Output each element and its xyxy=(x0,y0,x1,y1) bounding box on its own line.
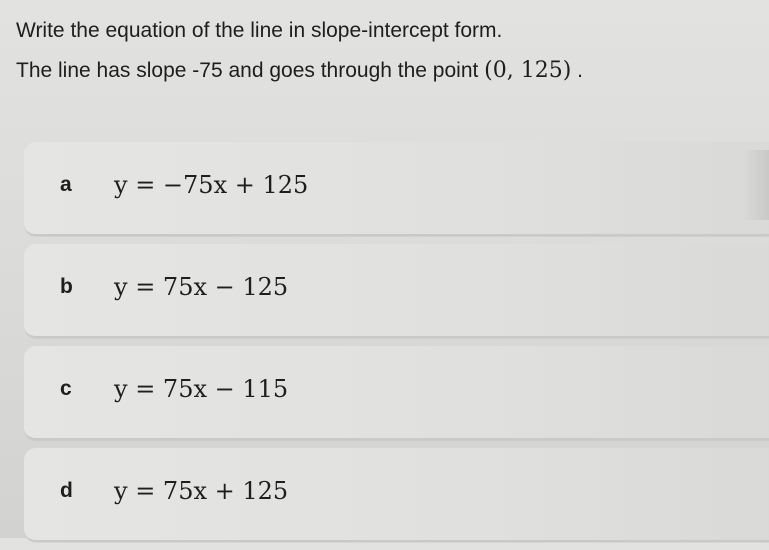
choice-b-letter: b xyxy=(60,275,73,298)
choice-c-equation: y = 75x − 115 xyxy=(114,375,289,403)
choice-a-letter: a xyxy=(60,173,72,196)
choice-c-letter: c xyxy=(60,377,72,400)
question-details xyxy=(16,58,756,84)
choice-c[interactable] xyxy=(24,346,769,440)
question-prompt xyxy=(16,18,756,84)
answer-choices xyxy=(24,142,769,550)
choice-a[interactable] xyxy=(24,142,769,236)
choice-a-equation: y = −75x + 125 xyxy=(114,171,309,199)
choice-d-letter: d xyxy=(60,479,73,502)
question-point: (0, 125) xyxy=(484,58,572,83)
question-period: . xyxy=(577,59,583,82)
choice-d-equation: y = 75x + 125 xyxy=(114,477,289,505)
choice-b-equation: y = 75x − 125 xyxy=(114,273,289,301)
question-instruction: Write the equation of the line in slope-intercept form. xyxy=(16,19,503,42)
question-details-text: The line has slope -75 and goes through the point xyxy=(16,59,479,82)
choice-b[interactable] xyxy=(24,244,769,338)
choice-d[interactable] xyxy=(24,448,769,542)
